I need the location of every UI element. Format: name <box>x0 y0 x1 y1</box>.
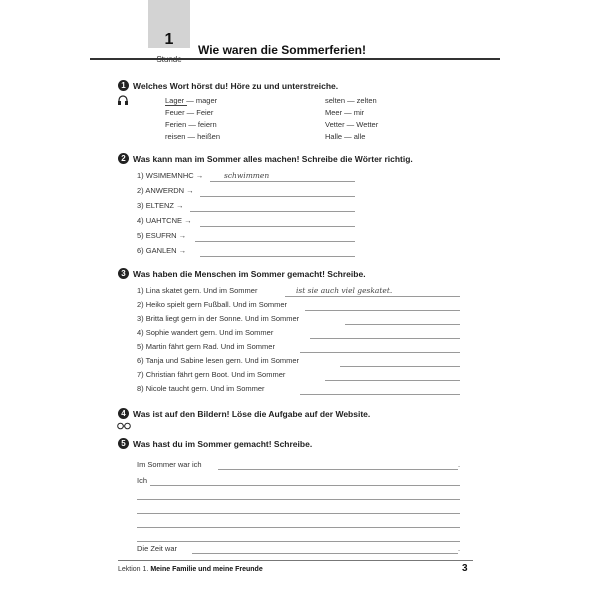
word-pair: Feuer — Feier <box>165 108 214 117</box>
sentence-prompt: 8) Nicole taucht gern. Und im Sommer <box>137 384 265 393</box>
word-pair: Vetter — Wetter <box>325 120 379 129</box>
answer-line[interactable] <box>300 352 460 353</box>
exercise-2-instruction: Was kann man im Sommer alles machen! Schreibe die Wörter richtig. <box>133 154 413 164</box>
page-number: 3 <box>462 563 468 574</box>
word-pair: Ferien — feiern <box>165 120 217 129</box>
footer-divider <box>118 560 473 561</box>
period-mark: . <box>458 544 461 553</box>
lesson-tab <box>148 0 190 48</box>
exercise-1-number: 1 <box>118 80 129 91</box>
word-pair: Lager — mager <box>165 96 218 105</box>
headphones-icon <box>117 94 129 106</box>
scrambled-word: 5) ESUFRN → <box>137 231 187 240</box>
answer-line[interactable] <box>200 226 355 227</box>
underline-mark <box>165 105 187 106</box>
writing-prompt-second: Ich <box>137 476 148 485</box>
sentence-prompt: 2) Heiko spielt gern Fußball. Und im Sommer <box>137 300 288 309</box>
writing-prompt-end: Die Zeit war <box>137 544 178 553</box>
answer-line[interactable] <box>190 211 355 212</box>
exercise-2-number: 2 <box>118 153 129 164</box>
example-answer: ist sie auch viel geskatet. <box>296 286 393 295</box>
answer-line[interactable] <box>137 541 460 542</box>
answer-line[interactable] <box>137 499 460 500</box>
answer-line[interactable] <box>340 366 460 367</box>
writing-prompt-start: Im Sommer war ich <box>137 460 202 469</box>
header-divider <box>90 58 500 60</box>
sentence-prompt: 6) Tanja und Sabine lesen gern. Und im Sommer <box>137 356 300 365</box>
word-pair: selten — zelten <box>325 96 377 105</box>
scrambled-word: 3) ELTENZ → <box>137 201 184 210</box>
answer-line[interactable] <box>325 380 460 381</box>
exercise-4-number: 4 <box>118 408 129 419</box>
sentence-prompt: 1) Lina skatet gern. Und im Sommer <box>137 286 258 295</box>
answer-line[interactable] <box>200 256 355 257</box>
sentence-prompt: 7) Christian fährt gern Boot. Und im Sommer <box>137 370 286 379</box>
scrambled-word: 6) GANLEN → <box>137 246 187 255</box>
answer-line[interactable] <box>210 181 355 182</box>
exercise-5-instruction: Was hast du im Sommer gemacht! Schreibe. <box>133 439 313 449</box>
answer-line[interactable] <box>345 324 460 325</box>
scrambled-word: 1) WSIMEMNHC → <box>137 171 204 180</box>
word-pair: reisen — heißen <box>165 132 221 141</box>
example-answer: schwimmen <box>224 171 270 180</box>
word-pair: Meer — mir <box>325 108 365 117</box>
answer-line[interactable] <box>300 394 460 395</box>
footer-lesson-title: Meine Familie und meine Freunde <box>150 566 263 573</box>
exercise-3-instruction: Was haben die Menschen im Sommer gemacht! Schreibe. <box>133 269 366 279</box>
answer-line[interactable] <box>200 196 355 197</box>
answer-line[interactable] <box>150 485 460 486</box>
answer-line[interactable] <box>310 338 460 339</box>
answer-line[interactable] <box>285 296 460 297</box>
answer-line[interactable] <box>305 310 460 311</box>
exercise-1-instruction: Welches Wort hörst du! Höre zu und unterstreiche. <box>133 81 339 91</box>
sentence-prompt: 3) Britta liegt gern in der Sonne. Und im Sommer <box>137 314 300 323</box>
answer-line[interactable] <box>137 513 460 514</box>
sentence-prompt: 5) Martin fährt gern Rad. Und im Sommer <box>137 342 275 351</box>
answer-line[interactable] <box>195 241 355 242</box>
answer-line[interactable] <box>192 553 458 554</box>
exercise-3-number: 3 <box>118 268 129 279</box>
sentence-prompt: 4) Sophie wandert gern. Und im Sommer <box>137 328 274 337</box>
page-title: Wie waren die Sommerferien! <box>198 43 366 57</box>
scrambled-word: 4) UAHTCNE → <box>137 216 192 225</box>
answer-line[interactable] <box>137 527 460 528</box>
web-link-icon <box>117 422 131 430</box>
exercise-4-instruction: Was ist auf den Bildern! Löse die Aufgabe auf der Website. <box>133 409 371 419</box>
lesson-number: 1 <box>164 31 174 48</box>
word-pair: Halle — alle <box>325 132 366 141</box>
scrambled-word: 2) ANWERDN → <box>137 186 194 195</box>
exercise-5-number: 5 <box>118 438 129 449</box>
period-mark: . <box>458 460 461 469</box>
footer-lesson <box>118 566 263 573</box>
footer-lesson-label: Lektion 1. <box>118 566 149 573</box>
answer-line[interactable] <box>218 469 458 470</box>
